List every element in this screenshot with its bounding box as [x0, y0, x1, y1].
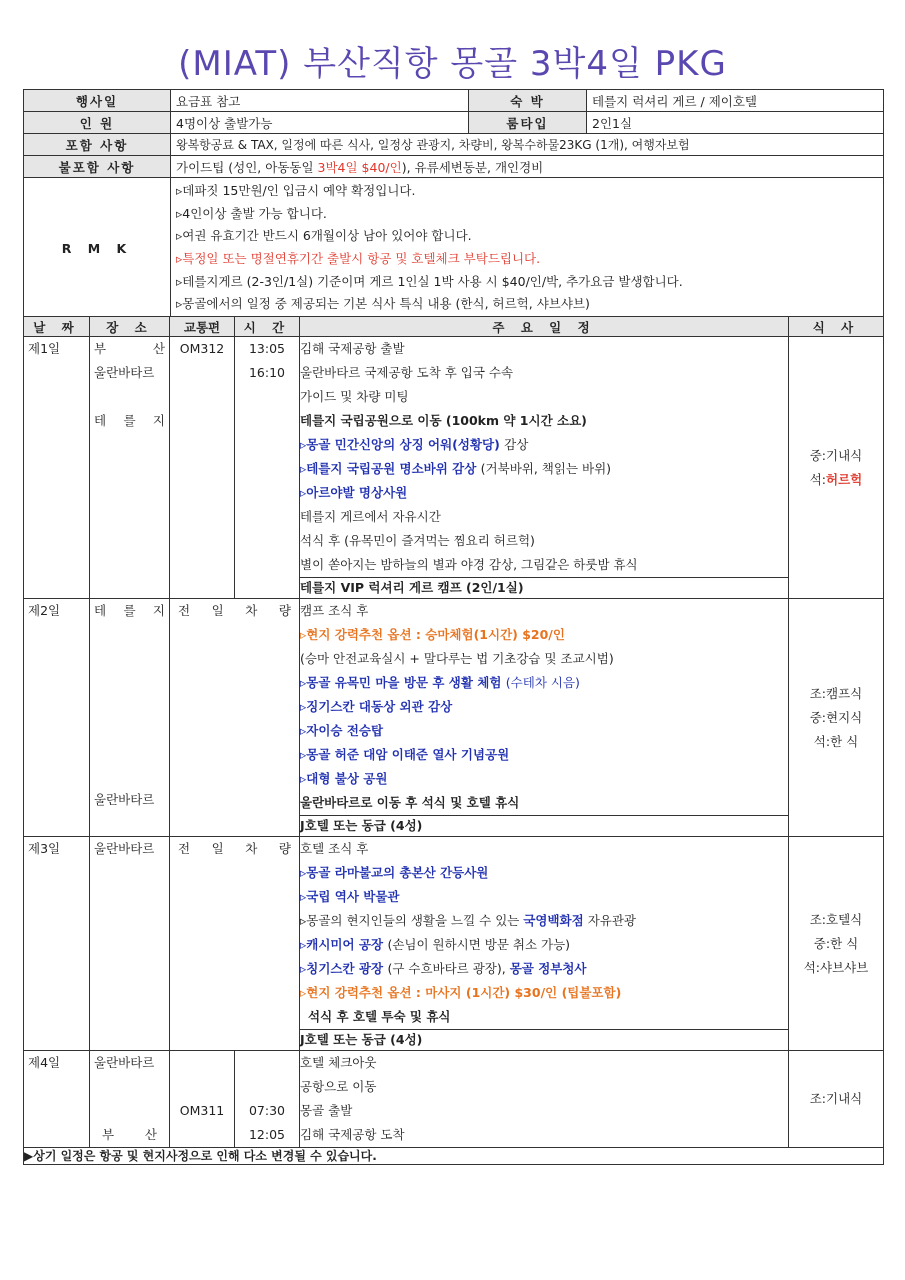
meals: [789, 337, 884, 599]
itinerary-highlight: ▹테를지 국립공원 명소바위 감상: [300, 461, 481, 476]
event-date-value: 요금표 참고: [171, 90, 469, 112]
meal-item: 석:한 식: [813, 733, 859, 749]
transport: 전 일 차 량: [178, 603, 291, 618]
meal-item: 조:캠프식: [809, 685, 863, 701]
itinerary-text: (손님이 원하시면 방문 취소 가능): [387, 937, 571, 952]
exclude-text-red: 3박4일 $40/인: [317, 159, 402, 175]
time: 13:05: [248, 341, 286, 356]
meal-item: 석:샤브샤브: [803, 959, 869, 975]
include-label: 포함 사항: [24, 134, 171, 156]
header-main: 주 요 일 정: [300, 317, 789, 337]
itinerary-line: 테를지 국립공원으로 이동 (100km 약 1시간 소요): [300, 413, 587, 428]
people-label: 인 원: [24, 112, 171, 134]
meal-item: 조:기내식: [809, 1091, 863, 1106]
itinerary-text: 감상: [504, 437, 529, 452]
itinerary-line: [300, 457, 788, 481]
itinerary-line: ▹자이승 전승탑: [300, 723, 384, 738]
itinerary-line: 공항으로 이동: [300, 1079, 377, 1094]
day-label: 제1일: [28, 341, 61, 356]
itinerary-text: (구 수흐바타르 광장),: [387, 961, 510, 976]
itinerary-highlight: ▹칭기스칸 광장: [300, 961, 388, 976]
itinerary-line: 캠프 조식 후: [300, 603, 369, 618]
place: 부 산: [94, 341, 165, 356]
itinerary-line: 별이 쏟아지는 밤하늘의 별과 야경 감상, 그림같은 하룻밤 휴식: [300, 557, 638, 572]
place: [90, 1075, 169, 1099]
meals: [789, 1051, 884, 1148]
info-table: [23, 89, 884, 319]
footer-note: ▶상기 일정은 항공 및 현지사정으로 인해 다소 변경될 수 있습니다.: [24, 1148, 884, 1165]
itinerary-line: 호텔 체크아웃: [300, 1055, 377, 1070]
place: 울란바타르: [94, 792, 155, 807]
place: [90, 1099, 169, 1123]
itinerary-line: ▹몽골 허준 대암 이태준 열사 기념공원: [300, 747, 510, 762]
include-value: 왕복항공료 & TAX, 일정에 따른 식사, 일정상 관광지, 차량비, 왕복수하물23KG (1개), 여행자보험: [171, 134, 884, 156]
itinerary-line: [300, 433, 788, 457]
itinerary-line: ▹아르야발 명상사원: [300, 485, 408, 500]
itinerary-line: ▹징기스칸 대동상 외관 감상: [300, 699, 453, 714]
day-label: 제2일: [28, 603, 61, 618]
room-value: 2인1실: [587, 112, 884, 134]
people-value: 4명이상 출발가능: [171, 112, 469, 134]
schedule-table: [23, 316, 884, 1165]
hotel-value: 테를지 럭셔리 게르 / 제이호텔: [587, 90, 884, 112]
itinerary-option: ▹현지 강력추천 옵션 : 마사지 (1시간) $30/인 (팁불포함): [300, 985, 622, 1000]
meal-special: 허르헉: [826, 471, 863, 487]
event-date-label: 행사일: [24, 90, 171, 112]
rmk-item: ▹몽골에서의 일정 중 제공되는 기본 식사 특식 내용 (한식, 허르헉, 샤브샤브): [176, 296, 590, 312]
itinerary-highlight: ▹캐시미어 공장: [300, 937, 388, 952]
time: 16:10: [248, 365, 286, 380]
place: 울란바타르: [94, 365, 155, 380]
itinerary-line: [300, 933, 788, 957]
itinerary-line: [300, 671, 788, 695]
day-row: [24, 1051, 884, 1148]
header-date: 날 짜: [24, 317, 90, 337]
itinerary-line: ▹대형 불상 공원: [300, 771, 388, 786]
itinerary-line: 몽골 출발: [300, 1103, 353, 1118]
flight-number: OM311: [179, 1103, 225, 1118]
itinerary-line: 김해 국제공항 출발: [300, 341, 405, 356]
header-meal: 식 사: [789, 317, 884, 337]
hotel-label: 숙 박: [469, 90, 587, 112]
itinerary-line: 호텔 조식 후: [300, 841, 369, 856]
itinerary-line: 가이드 및 차량 미팅: [300, 389, 409, 404]
rmk-item: ▹테를지게르 (2-3인/1실) 기준이며 게르 1인실 1박 사용 시 $40/인/박, 추가요금 발생합니다.: [176, 273, 683, 289]
itinerary-highlight: ▹몽골 유목민 마을 방문 후 생활 체험: [300, 675, 506, 690]
header-transport: 교통편: [170, 317, 235, 337]
time: 07:30: [248, 1103, 286, 1118]
rmk-item: ▹4인이상 출발 가능 합니다.: [176, 205, 327, 221]
itinerary-text: (거북바위, 책읽는 바위): [480, 461, 612, 476]
time: 12:05: [248, 1127, 286, 1142]
place: 울란바타르: [94, 1055, 155, 1070]
itinerary-line: ▹몽골 라마불교의 총본산 간등사원: [300, 865, 489, 880]
itinerary-line: (승마 안전교육실시 + 말다루는 법 기초강습 및 조교시범): [300, 651, 614, 666]
place: 부 산: [102, 1127, 157, 1142]
meal-label: 석:: [809, 471, 827, 487]
meal-item: 중:현지식: [809, 709, 863, 725]
itinerary-line: 울란바타르 국제공항 도착 후 입국 수속: [300, 365, 514, 380]
rmk-item-warning: ▹특정일 또는 명절연휴기간 출발시 항공 및 호텔체크 부탁드립니다.: [176, 251, 541, 267]
accommodation: J호텔 또는 동급 (4성): [300, 1029, 788, 1050]
day-row: [24, 837, 884, 1051]
itinerary-highlight: 국영백화점: [523, 913, 584, 928]
itinerary-text: 자유관광: [583, 913, 636, 928]
place: [90, 385, 169, 409]
itinerary-line: 석식 후 (유목민이 즐겨먹는 찜요리 허르헉): [300, 533, 535, 548]
itinerary-highlight: ▹몽골 민간신앙의 상징 어워(성황당): [300, 437, 505, 452]
exclude-value: [171, 156, 884, 178]
itinerary-text: ▹몽골의 현지인들의 생활을 느낄 수 있는: [300, 913, 524, 928]
rmk-label: R M K: [24, 178, 171, 319]
meal-item: 중:한 식: [813, 935, 859, 951]
transport: 전 일 차 량: [178, 841, 291, 856]
itinerary-highlight: 몽골 정부청사: [509, 961, 587, 976]
day-row: [24, 599, 884, 837]
accommodation: 테를지 VIP 럭셔리 게르 캠프 (2인/1실): [300, 577, 788, 598]
place: 울란바타르: [94, 841, 155, 856]
exclude-text-b: ), 유류세변동분, 개인경비: [401, 159, 544, 175]
itinerary-option: ▹현지 강력추천 옵션 : 승마체험(1시간) $20/인: [300, 627, 565, 642]
room-label: 룸타입: [469, 112, 587, 134]
day-label: 제4일: [28, 1055, 61, 1070]
exclude-text-a: 가이드팁 (성인, 아동동일: [176, 159, 318, 175]
meal-item: [789, 468, 883, 492]
itinerary-line: ▹국립 역사 박물관: [300, 889, 400, 904]
itinerary-line: 김해 국제공항 도착: [300, 1127, 405, 1142]
place: 테 를 지: [94, 413, 165, 428]
itinerary-line: 울란바타르로 이동 후 석식 및 호텔 휴식: [300, 795, 520, 810]
header-time: 시 간: [235, 317, 300, 337]
itinerary: [300, 837, 789, 1051]
rmk-item: ▹여권 유효기간 반드시 6개월이상 남아 있어야 합니다.: [176, 228, 472, 244]
exclude-label: 불포함 사항: [24, 156, 171, 178]
day-row: [24, 337, 884, 599]
page-title: (MIAT) 부산직항 몽골 3박4일 PKG: [178, 44, 727, 84]
meal-item: 중:기내식: [809, 447, 863, 463]
itinerary-line: [300, 909, 788, 933]
accommodation: J호텔 또는 동급 (4성): [300, 815, 788, 836]
itinerary-text: (수테차 시음): [505, 675, 580, 690]
itinerary: [300, 1051, 789, 1148]
day-label: 제3일: [28, 841, 61, 856]
itinerary: [300, 337, 789, 599]
flight-number: OM312: [179, 341, 225, 356]
place: 테 를 지: [94, 603, 165, 618]
meals: [789, 599, 884, 837]
rmk-item: ▹데파짓 15만원/인 입금시 예약 확정입니다.: [176, 183, 416, 198]
meals: [789, 837, 884, 1051]
meal-item: 조:호텔식: [809, 911, 863, 927]
rmk-list: [171, 178, 884, 319]
itinerary: [300, 599, 789, 837]
header-place: 장 소: [90, 317, 170, 337]
itinerary-line: 석식 후 호텔 투숙 및 휴식: [308, 1009, 451, 1024]
itinerary-line: 테를지 게르에서 자유시간: [300, 509, 441, 524]
itinerary-line: [300, 957, 788, 981]
